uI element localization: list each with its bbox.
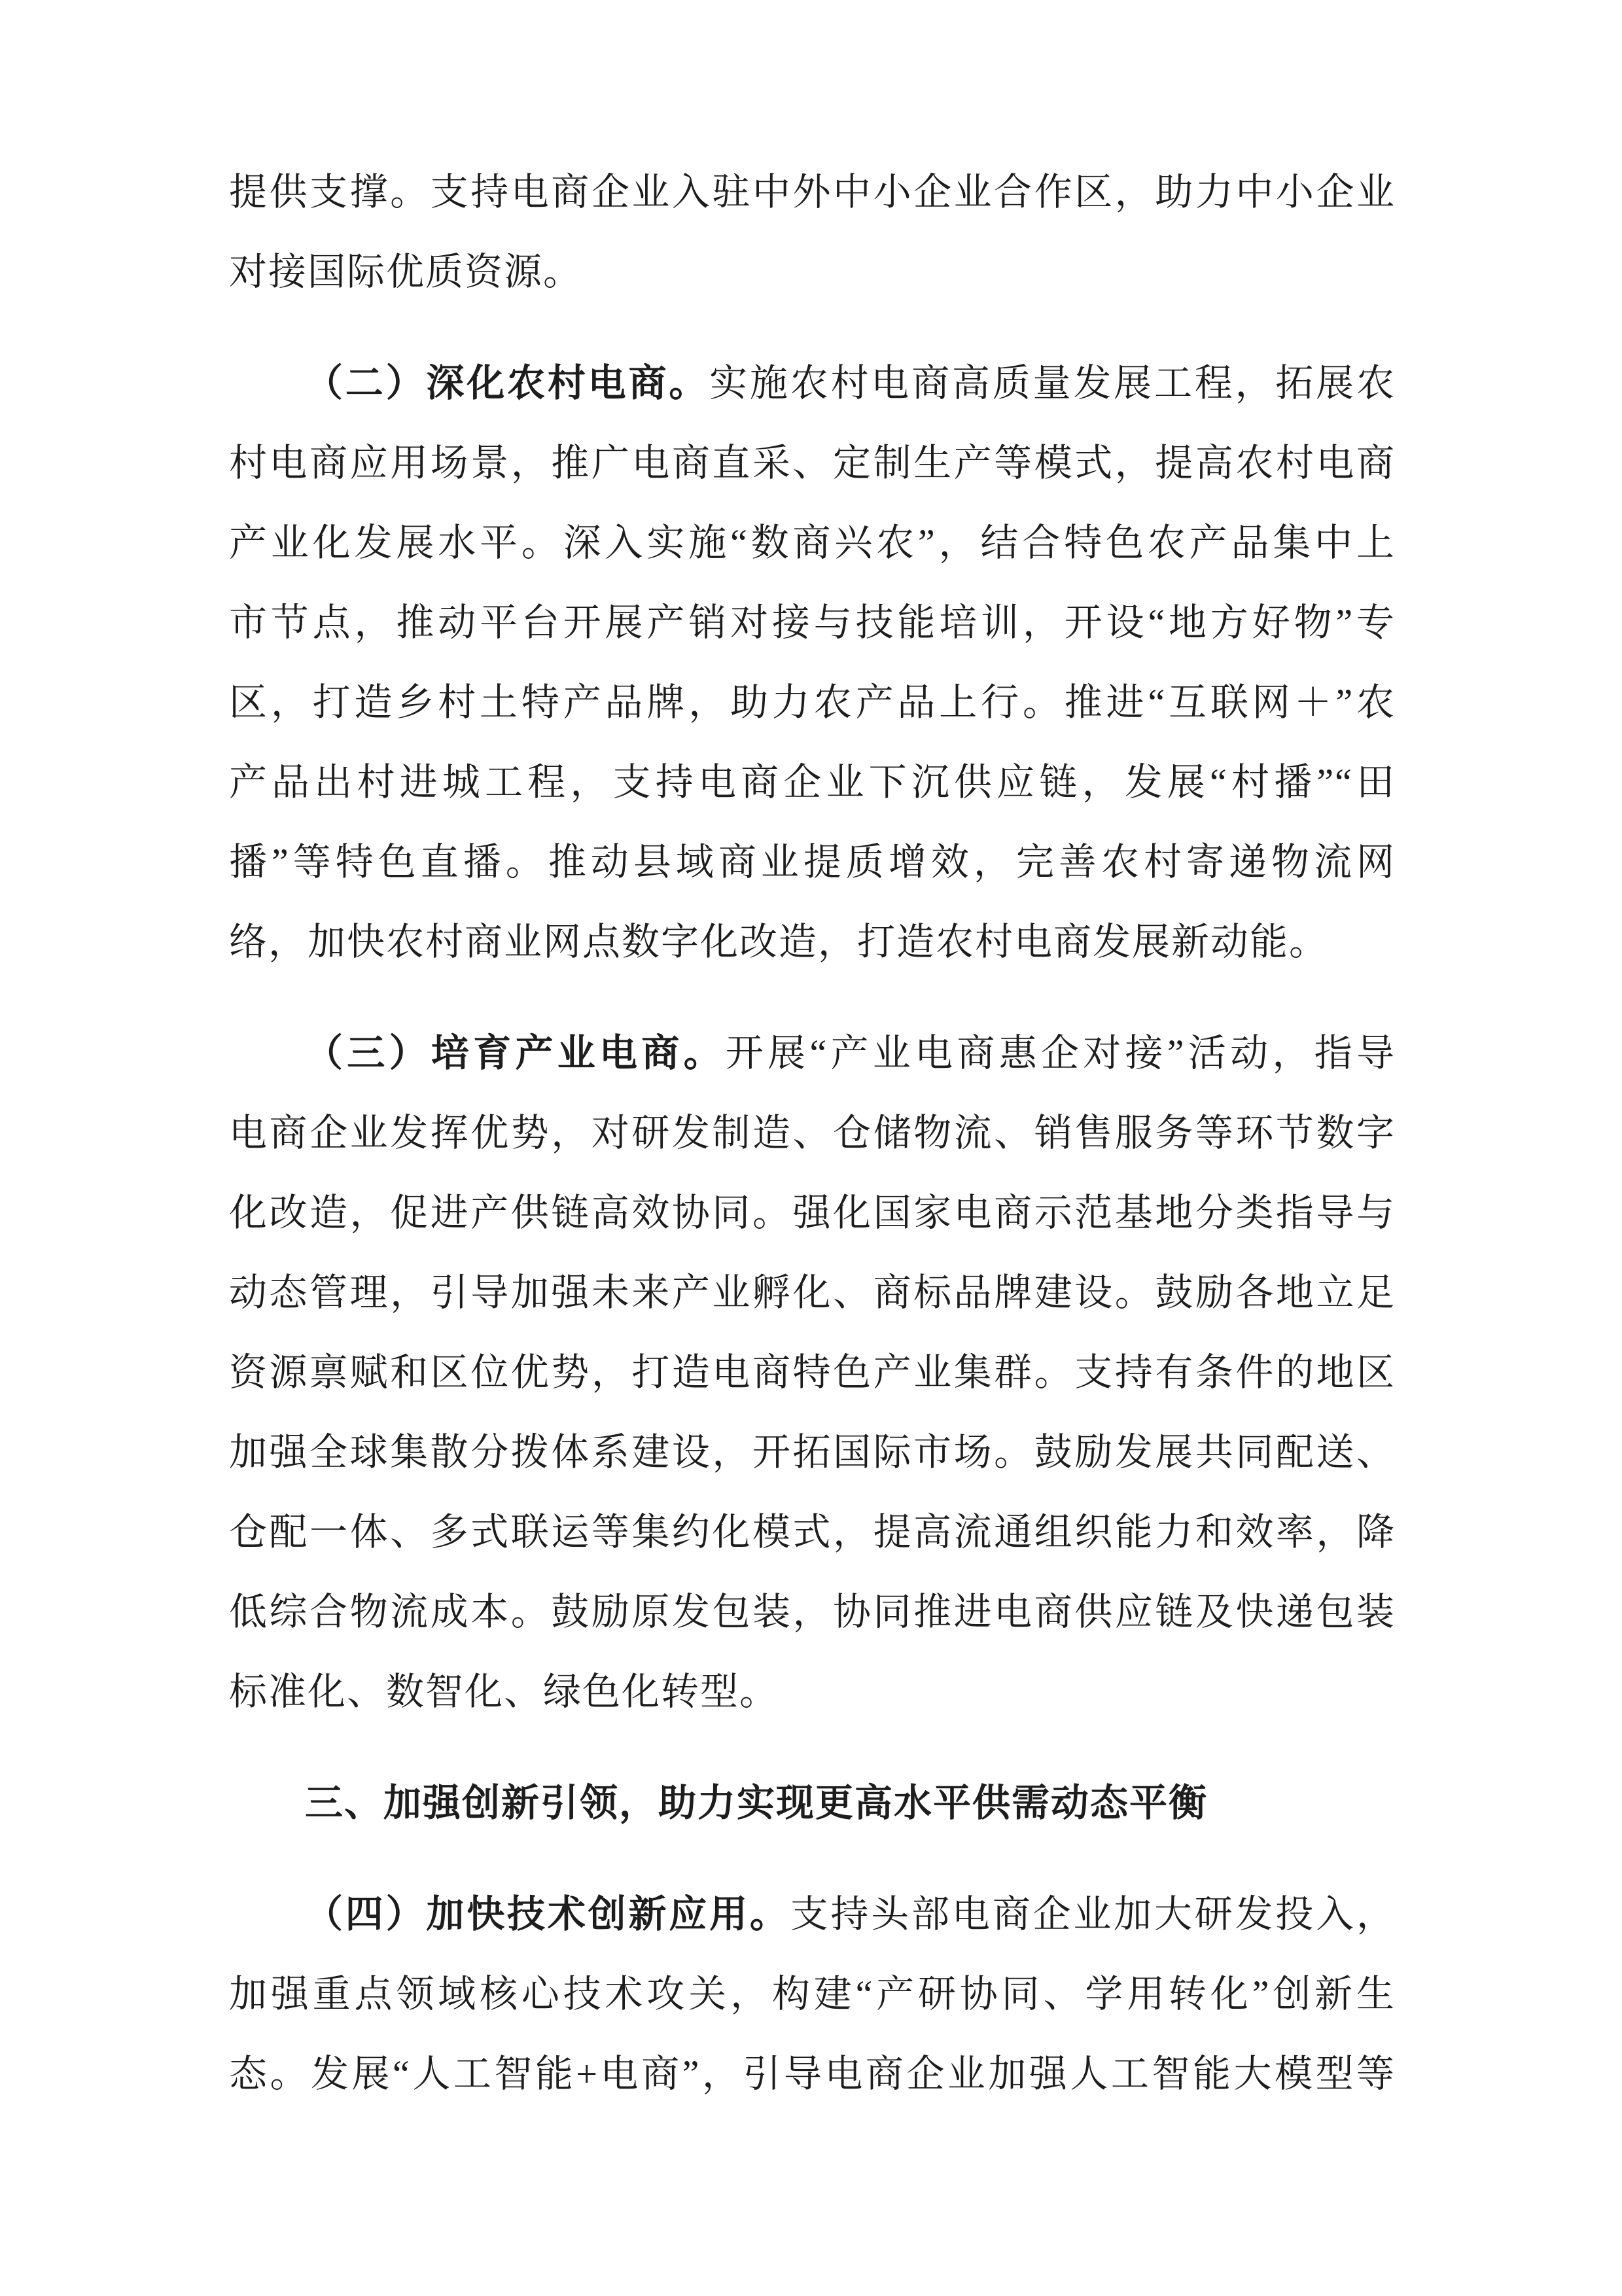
text-line — [229, 1413, 1396, 1492]
text-run: 播”等特色直播。推动县域商业提质增效，完善农村寄递物流网 — [229, 841, 1396, 883]
paragraph — [229, 344, 1396, 982]
text-line — [229, 1014, 1396, 1093]
text-line — [229, 743, 1396, 822]
bold-lead-in: （四）加快技术创新应用。 — [305, 1893, 790, 1935]
paragraph — [229, 152, 1396, 312]
paragraph — [229, 1875, 1396, 2114]
text-line — [229, 1954, 1396, 2034]
text-run: 产业化发展水平。深入实施“数商兴农”，结合特色农产品集中上 — [229, 521, 1396, 564]
text-run: 对接国际优质资源。 — [229, 251, 583, 293]
text-run: 低综合物流成本。鼓励原发包装，协同推进电商供应链及快递包装 — [229, 1591, 1396, 1633]
text-run: 仓配一体、多式联运等集约化模式，提高流通组织能力和效率，降 — [229, 1511, 1396, 1553]
text-line — [229, 1492, 1396, 1572]
text-line — [229, 2034, 1396, 2114]
text-run: 支持头部电商企业加大研发投入， — [790, 1893, 1396, 1935]
text-line — [229, 344, 1396, 423]
text-run: 资源禀赋和区位优势，打造电商特色产业集群。支持有条件的地区 — [229, 1351, 1396, 1394]
text-run: 区，打造乡村土特产品牌，助力农产品上行。推进“互联网＋”农 — [229, 681, 1396, 724]
text-line — [229, 1333, 1396, 1413]
text-line — [229, 1093, 1396, 1173]
text-run: 提供支撑。支持电商企业入驻中外中小企业合作区，助力中小企业 — [229, 171, 1396, 213]
text-run: 化改造，促进产供链高效协同。强化国家电商示范基地分类指导与 — [229, 1192, 1396, 1234]
text-run: 加强重点领域核心技术攻关，构建“产研协同、学用转化”创新生 — [229, 1973, 1396, 2015]
bold-lead-in: （三）培育产业电商。 — [305, 1032, 726, 1074]
text-line — [229, 663, 1396, 743]
text-line — [229, 1875, 1396, 1954]
text-line — [229, 822, 1396, 902]
text-run: 电商企业发挥优势，对研发制造、仓储物流、销售服务等环节数字 — [229, 1112, 1396, 1154]
text-line — [229, 503, 1396, 583]
bold-lead-in: （二）深化农村电商。 — [305, 362, 710, 404]
heading-text: 三、加强创新引领，助力实现更高水平供需动态平衡 — [305, 1782, 1208, 1824]
text-line — [229, 1572, 1396, 1652]
text-run: 产品出村进城工程，支持电商企业下沉供应链，发展“村播”“田 — [229, 761, 1396, 804]
text-run: 加强全球集散分拨体系建设，开拓国际市场。鼓励发展共同配送、 — [229, 1431, 1396, 1474]
text-line — [229, 423, 1396, 503]
text-run: 标准化、数智化、绿色化转型。 — [229, 1670, 779, 1713]
paragraph — [229, 1014, 1396, 1732]
text-line — [229, 1173, 1396, 1253]
text-line — [229, 152, 1396, 232]
text-run: 开展“产业电商惠企对接”活动，指导 — [725, 1032, 1396, 1074]
text-line — [229, 1763, 1396, 1843]
text-run: 络，加快农村商业网点数字化改造，打造农村电商发展新动能。 — [229, 921, 1329, 963]
text-line — [229, 583, 1396, 663]
text-line — [229, 232, 1396, 312]
text-run: 实施农村电商高质量发展工程，拓展农 — [709, 362, 1396, 404]
text-line — [229, 1253, 1396, 1333]
section-heading — [229, 1763, 1396, 1843]
text-run: 村电商应用场景，推广电商直采、定制生产等模式，提高农村电商 — [229, 442, 1396, 484]
text-line — [229, 902, 1396, 982]
text-line — [229, 1652, 1396, 1732]
text-run: 态。发展“人工智能+电商”，引导电商企业加强人工智能大模型等 — [229, 2053, 1396, 2095]
text-run: 市节点，推动平台开展产销对接与技能培训，开设“地方好物”专 — [229, 601, 1396, 644]
text-run: 动态管理，引导加强未来产业孵化、商标品牌建设。鼓励各地立足 — [229, 1271, 1396, 1314]
